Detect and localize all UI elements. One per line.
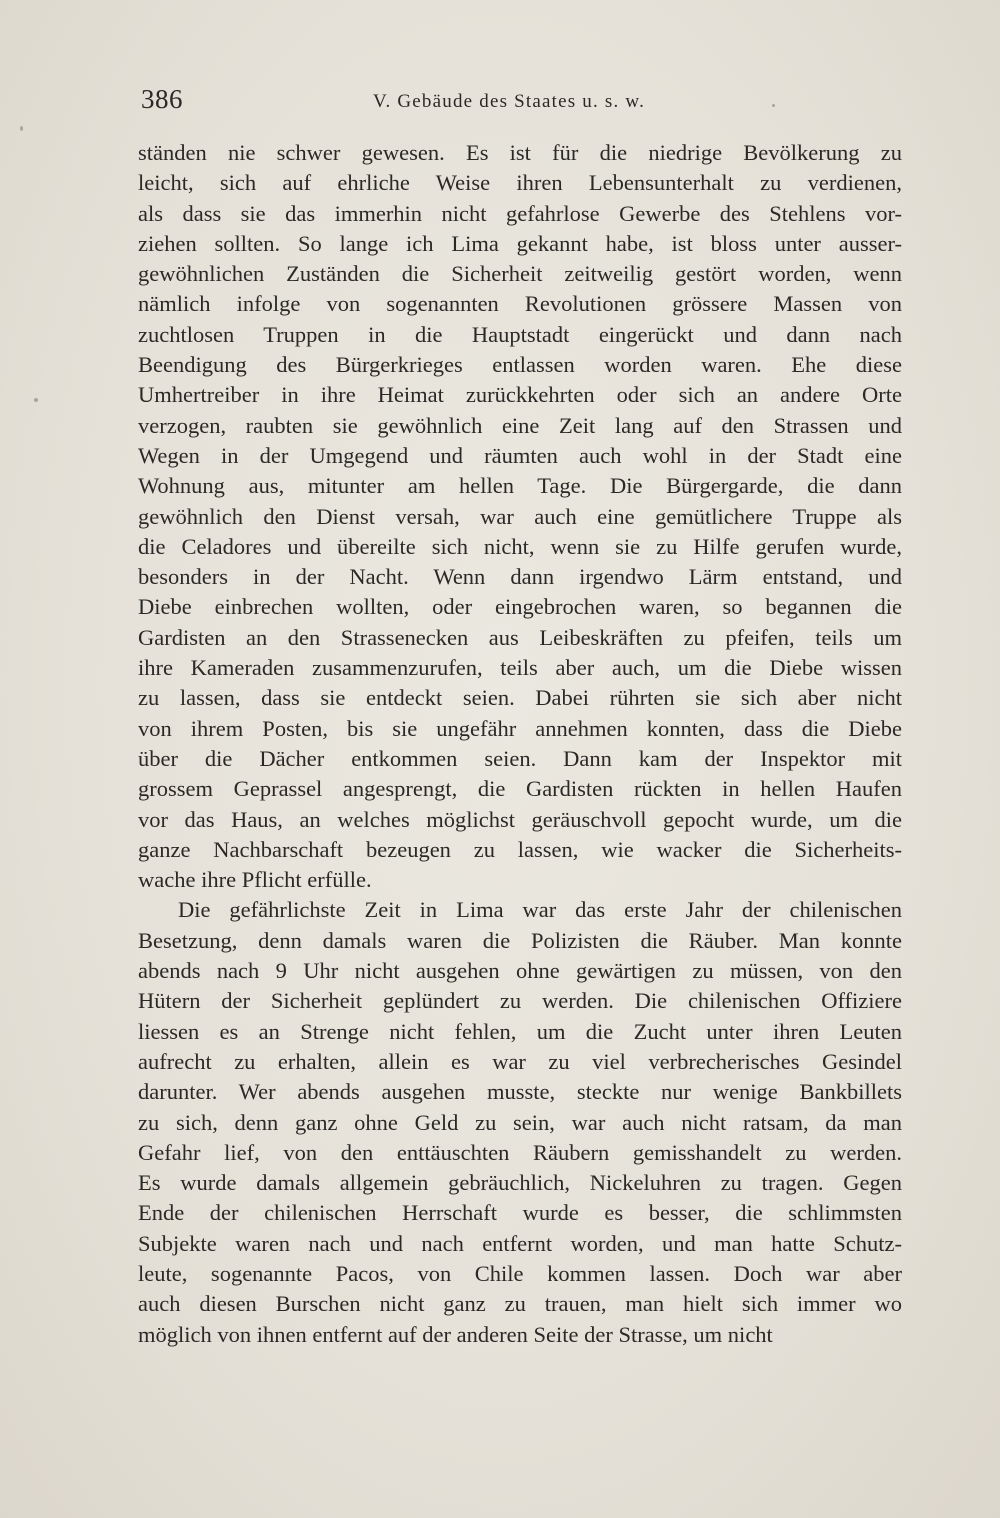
text-line: auch diesen Burschen nicht ganz zu trauen, man hielt sich immer wo <box>138 1291 902 1317</box>
running-head: V. Gebäude des Staates u. s. w. <box>373 91 646 112</box>
text-line: als dass sie das immerhin nicht gefahrlose Gewerbe des Stehlens vor- <box>138 200 902 226</box>
text-line: Es wurde damals allgemein gebräuchlich, Nickeluhren zu tragen. Gegen <box>138 1170 902 1196</box>
paper-speck <box>772 104 775 107</box>
text-line: nämlich infolge von sogenannten Revolutionen grössere Massen von <box>138 291 902 317</box>
paper-speck <box>20 126 23 131</box>
text-line: wache ihre Pflicht erfülle. <box>138 867 372 893</box>
text-line: leute, sogenannte Pacos, von Chile kommen lassen. Doch war aber <box>138 1260 902 1286</box>
text-line: Wohnung aus, mitunter am hellen Tage. Die Bürgergarde, die dann <box>138 473 902 499</box>
text-line: die Celadores und übereilte sich nicht, wenn sie zu Hilfe gerufen wurde, <box>138 533 902 559</box>
text-line: darunter. Wer abends ausgehen musste, steckte nur wenige Bankbillets <box>138 1079 902 1105</box>
text-line: Ende der chilenischen Herrschaft wurde es besser, die schlimmsten <box>138 1200 902 1226</box>
text-line: gewöhnlichen Zuständen die Sicherheit zeitweilig gestört worden, wenn <box>138 261 902 287</box>
text-line: von ihrem Posten, bis sie ungefähr annehmen konnten, dass die Diebe <box>138 715 902 741</box>
text-line: ihre Kameraden zusammenzurufen, teils aber auch, um die Diebe wissen <box>138 655 902 681</box>
text-line: liessen es an Strenge nicht fehlen, um die Zucht unter ihren Leuten <box>138 1018 902 1044</box>
text-line: ständen nie schwer gewesen. Es ist für die niedrige Bevölkerung zu <box>138 140 902 165</box>
text-line: Beendigung des Bürgerkrieges entlassen worden waren. Ehe diese <box>138 352 902 378</box>
body-text <box>138 138 902 1350</box>
text-line: Umhertreiber in ihre Heimat zurückkehrten oder sich an andere Orte <box>138 382 902 408</box>
text-line: zu sich, denn ganz ohne Geld zu sein, war auch nicht ratsam, da man <box>138 1109 902 1135</box>
text-line: Gardisten an den Strassenecken aus Leibeskräften zu pfeifen, teils um <box>138 624 902 650</box>
text-line: zuchtlosen Truppen in die Hauptstadt eingerückt und dann nach <box>138 321 902 347</box>
page-header <box>141 84 903 120</box>
text-line: abends nach 9 Uhr nicht ausgehen ohne gewärtigen zu müssen, von den <box>138 958 902 984</box>
text-line: vor das Haus, an welches möglichst geräuschvoll gepocht wurde, um die <box>138 806 902 832</box>
text-line: Gefahr lief, von den enttäuschten Räubern gemisshandelt zu werden. <box>138 1139 902 1165</box>
text-line: ziehen sollten. So lange ich Lima gekannt habe, ist bloss unter ausser- <box>138 230 902 256</box>
text-line: möglich von ihnen entfernt auf der anderen Seite der Strasse, um nicht <box>138 1321 773 1347</box>
text-line: leicht, sich auf ehrliche Weise ihren Lebensunterhalt zu verdienen, <box>138 170 902 196</box>
text-line: Subjekte waren nach und nach entfernt worden, und man hatte Schutz- <box>138 1230 902 1256</box>
text-line: gewöhnlich den Dienst versah, war auch eine gemütlichere Truppe als <box>138 503 902 529</box>
text-line: ganze Nachbarschaft bezeugen zu lassen, wie wacker die Sicherheits- <box>138 836 902 862</box>
text-line: Wegen in der Umgegend und räumten auch wohl in der Stadt eine <box>138 442 902 468</box>
text-line: aufrecht zu erhalten, allein es war zu viel verbrecherisches Gesindel <box>138 1048 902 1074</box>
text-line: Diebe einbrechen wollten, oder eingebrochen waren, so begannen die <box>138 594 902 620</box>
paragraph <box>138 895 902 1349</box>
page-number: 386 <box>141 84 183 114</box>
text-line: grossem Geprassel angesprengt, die Gardisten rückten in hellen Haufen <box>138 776 902 802</box>
paragraph <box>138 138 902 895</box>
text-line: zu lassen, dass sie entdeckt seien. Dabei rührten sie sich aber nicht <box>138 685 902 711</box>
text-line: Hütern der Sicherheit geplündert zu werden. Die chilenischen Offiziere <box>138 988 902 1014</box>
text-line: verzogen, raubten sie gewöhnlich eine Zeit lang auf den Strassen und <box>138 412 902 438</box>
text-line: besonders in der Nacht. Wenn dann irgendwo Lärm entstand, und <box>138 564 902 590</box>
text-line: Die gefährlichste Zeit in Lima war das erste Jahr der chilenischen <box>178 897 902 923</box>
paper-speck <box>34 398 38 402</box>
text-line: Besetzung, denn damals waren die Polizisten die Räuber. Man konnte <box>138 927 902 953</box>
text-line: über die Dächer entkommen seien. Dann kam der Inspektor mit <box>138 745 902 771</box>
